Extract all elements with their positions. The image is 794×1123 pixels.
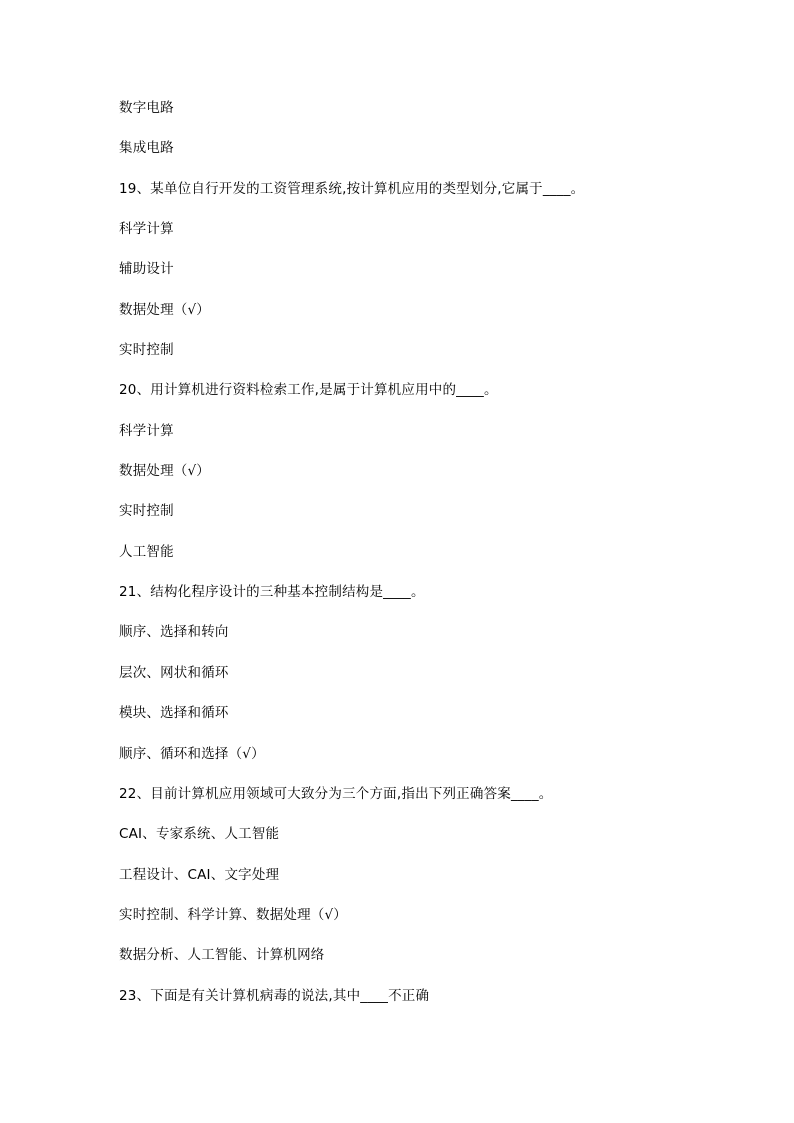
question-text: 23、下面是有关计算机病毒的说法,其中____不正确 — [119, 987, 430, 1004]
answer-option: 数据分析、人工智能、计算机网络 — [119, 947, 325, 964]
answer-option: 数字电路 — [119, 100, 174, 116]
answer-option: 人工智能 — [119, 543, 174, 560]
question-text: 21、结构化程序设计的三种基本控制结构是____。 — [119, 584, 425, 601]
answer-option: 层次、网状和循环 — [119, 664, 229, 681]
question-text: 19、某单位自行开发的工资管理系统,按计算机应用的类型划分,它属于____。 — [119, 180, 585, 197]
answer-option: 工程设计、CAI、文字处理 — [119, 866, 280, 883]
answer-option: 实时控制 — [119, 503, 174, 520]
answer-option: 辅助设计 — [119, 261, 174, 278]
answer-option: 数据处理（√） — [119, 463, 211, 480]
answer-option: 顺序、选择和转向 — [119, 624, 229, 641]
answer-option: 集成电路 — [119, 140, 174, 157]
question-text: 22、目前计算机应用领域可大致分为三个方面,指出下列正确答案____。 — [119, 785, 553, 802]
answer-option: 模块、选择和循环 — [119, 705, 229, 722]
question-text: 20、用计算机进行资料检索工作,是属于计算机应用中的____。 — [119, 382, 498, 399]
answer-option: 科学计算 — [119, 221, 174, 238]
document-body — [119, 98, 719, 1026]
answer-option: 实时控制 — [119, 342, 174, 359]
answer-option: CAI、专家系统、人工智能 — [119, 826, 280, 843]
answer-option: 科学计算 — [119, 422, 174, 439]
answer-option: 顺序、循环和选择（√） — [119, 745, 265, 762]
answer-option: 实时控制、科学计算、数据处理（√） — [119, 906, 348, 923]
answer-option: 数据处理（√） — [119, 301, 211, 318]
